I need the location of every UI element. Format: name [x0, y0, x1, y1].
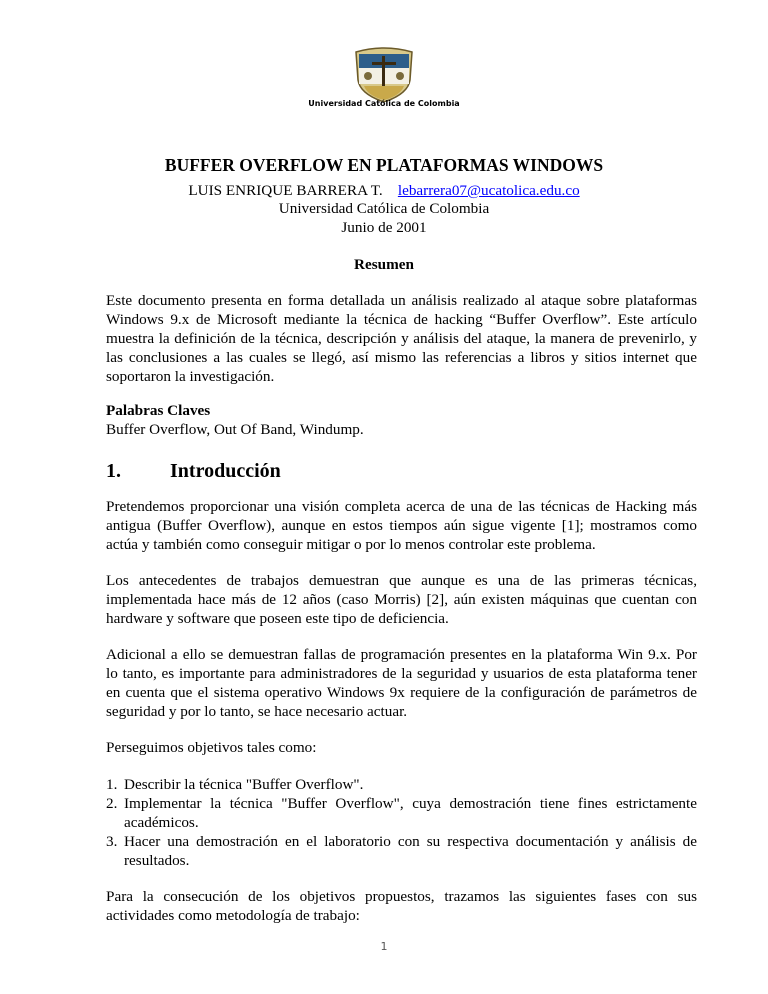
text-line: Este documento presenta en forma detallada un análisis realizado al ataque sobre plataformas [106, 292, 697, 309]
text-line: académicos. [124, 814, 199, 831]
logo-caption: Universidad Católica de Colombia [308, 99, 460, 108]
document-title: BUFFER OVERFLOW EN PLATAFORMAS WINDOWS [164, 155, 604, 175]
text-line: Adicional a ello se demuestran fallas de programación presentes en la plataforma Win 9.x. Por [106, 646, 697, 663]
list-item [106, 832, 697, 870]
author-line [0, 181, 768, 200]
text-line: actividades como metodología de trabajo: [106, 907, 360, 924]
university-logo [350, 46, 418, 102]
section-title: Introducción [170, 460, 281, 482]
abstract-paragraph [106, 291, 697, 386]
list-number: 1. [106, 776, 118, 793]
page-number: 1 [380, 940, 388, 953]
text-line: Implementar la técnica "Buffer Overflow", cuya demostración tiene fines estrictamente [124, 795, 697, 812]
closing-paragraph [106, 887, 697, 925]
institution: Universidad Católica de Colombia [278, 200, 490, 217]
keywords-text: Buffer Overflow, Out Of Band, Windump. [106, 421, 364, 438]
intro-paragraph-4 [106, 738, 697, 757]
text-line: hardware y software que poseen este tipo de deficiencia. [106, 610, 449, 627]
section-heading [106, 460, 281, 483]
text-line: soportaron la investigación. [106, 368, 275, 385]
intro-paragraph-2 [106, 571, 697, 628]
list-number: 3. [106, 833, 118, 850]
text-line: lo tanto, es importante para administradores de la seguridad y usuarios de esta plataforma tener [106, 665, 697, 682]
list-item [106, 775, 697, 794]
text-line: muestra la definición de la técnica, descripción y análisis del ataque, la manera de prevenirlo, y [106, 330, 697, 347]
text-line: antigua (Buffer Overflow), aunque en estos tiempos aún sigue vigente [1]; mostramos como [106, 517, 697, 534]
list-number: 2. [106, 795, 118, 812]
list-item [106, 794, 697, 832]
section-number: 1. [106, 460, 121, 482]
text-line: Para la consecución de los objetivos propuestos, trazamos las siguientes fases con sus [106, 888, 697, 905]
text-line: Perseguimos objetivos tales como: [106, 739, 317, 756]
text-line: Los antecedentes de trabajos demuestran que aunque es una de las primeras técnicas, [106, 572, 697, 589]
text-line: Describir la técnica "Buffer Overflow". [124, 776, 364, 793]
text-line: actúa y también como conseguir mitigar o por lo menos controlar este problema. [106, 536, 596, 553]
author-name: LUIS ENRIQUE BARRERA T. [188, 182, 383, 199]
text-line: Windows 9.x de Microsoft mediante la técnica de hacking “Buffer Overflow”. Este artículo [106, 311, 697, 328]
intro-paragraph-1 [106, 497, 697, 554]
intro-paragraph-3 [106, 645, 697, 721]
text-line: en cuenta que el sistema operativo Windows 9x requiere de la configuración de parámetros de [106, 684, 697, 701]
objectives-list [106, 775, 697, 870]
text-line: las conclusiones a las cuales se llegó, así mismo las referencias a libros y sitios internet que [106, 349, 697, 366]
keywords-heading: Palabras Claves [106, 402, 211, 419]
text-line: implementada hace más de 12 años (caso Morris) [2], aún existen máquinas que cuentan con [106, 591, 697, 608]
text-line: resultados. [124, 852, 190, 869]
abstract-heading: Resumen [354, 256, 414, 273]
text-line: seguridad y por lo tanto, se hace necesario actuar. [106, 703, 408, 720]
date: Junio de 2001 [341, 219, 427, 236]
text-line: Hacer una demostración en el laboratorio con su respectiva documentación y análisis de [124, 833, 697, 850]
text-line: Pretendemos proporcionar una visión completa acerca de una de las técnicas de Hacking más [106, 498, 697, 515]
author-email-link[interactable]: lebarrera07@ucatolica.edu.co [397, 182, 580, 199]
